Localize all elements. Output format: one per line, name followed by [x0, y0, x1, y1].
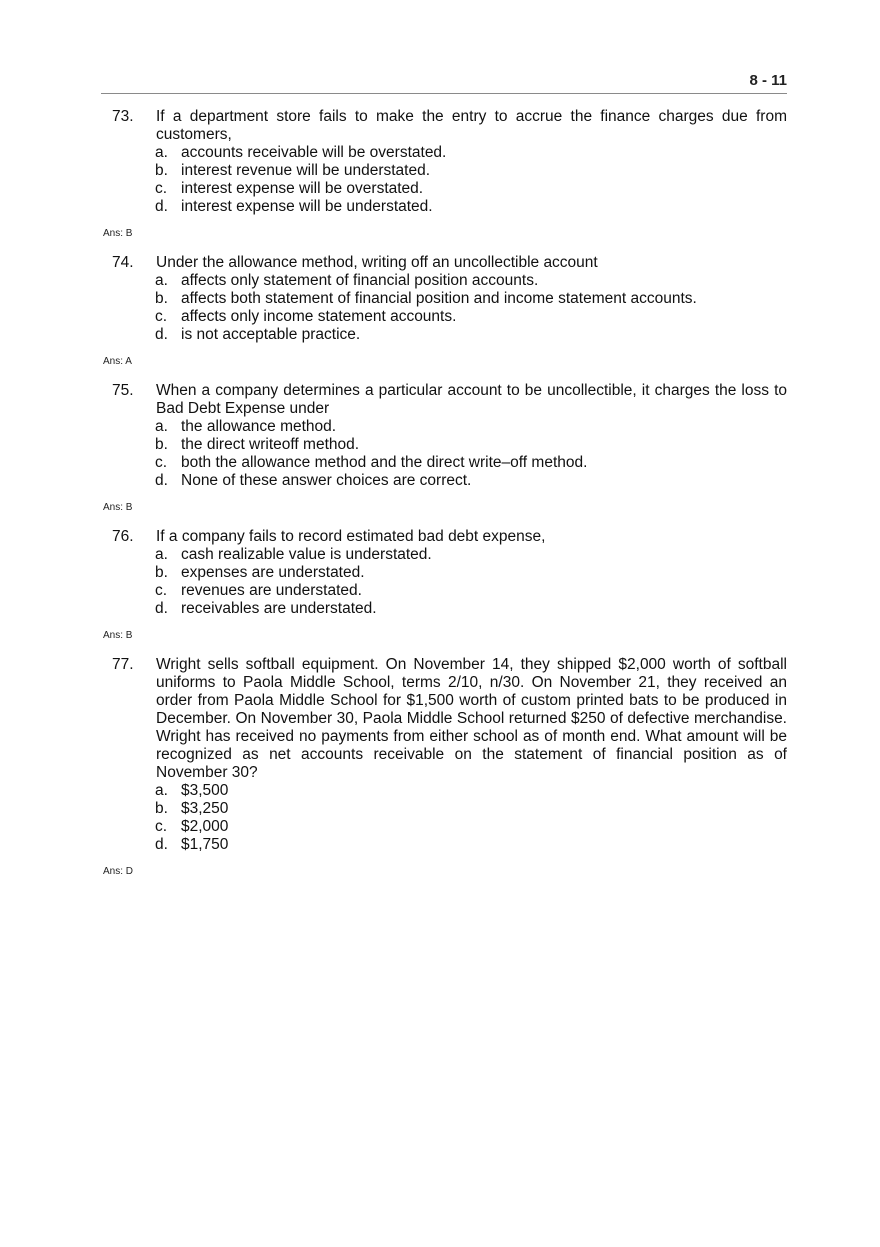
question-text: When a company determines a particular account to be uncollectible, it charges the loss to Bad Debt Expense under [156, 382, 787, 417]
question-text: If a department store fails to make the entry to accrue the finance charges due from customers, [156, 108, 787, 143]
question-stem [103, 254, 787, 272]
answer-key: Ans: A [103, 356, 132, 367]
choice-text: affects only statement of financial position accounts. [181, 272, 539, 289]
question-77 [103, 656, 787, 878]
question-number: 76. [112, 528, 134, 545]
question-text: Under the allowance method, writing off an uncollectible account [156, 254, 598, 271]
choice-item [103, 782, 787, 800]
question-list [103, 108, 787, 878]
choice-item [103, 272, 787, 290]
choice-letter: c. [155, 818, 168, 835]
choice-item [103, 308, 787, 326]
choice-item [103, 418, 787, 436]
choice-text: None of these answer choices are correct. [181, 472, 472, 489]
choice-text: $2,000 [181, 818, 229, 835]
choice-item [103, 162, 787, 180]
choice-text: interest expense will be overstated. [181, 180, 424, 197]
choice-item [103, 546, 787, 564]
answer-key: Ans: B [103, 228, 133, 239]
choice-letter: d. [155, 198, 168, 215]
choice-item [103, 144, 787, 162]
choice-item [103, 472, 787, 490]
choice-text: is not acceptable practice. [181, 326, 361, 343]
question-text: If a company fails to record estimated bad debt expense, [156, 528, 546, 545]
question-stem [103, 382, 787, 418]
choice-letter: b. [155, 290, 168, 307]
question-stem [103, 528, 787, 546]
question-number: 74. [112, 254, 134, 271]
choice-text: accounts receivable will be overstated. [181, 144, 447, 161]
answer-key: Ans: B [103, 502, 133, 513]
choice-letter: b. [155, 162, 168, 179]
question-text: Wright sells softball equipment. On November 14, they shipped $2,000 worth of softball uniforms to Paola Middle School, terms 2/10, n/30. On November 21, they received an order from Paola Middle School for $1,500 worth of custom printed bats to be produced in December. On November 30, Paola Middle School returned $250 of defective merchandise. Wright has received no payments from either school as of month end. What amount will be recognized as net accounts receivable on the statement of financial position as of November 30? [156, 656, 787, 781]
choice-text: $1,750 [181, 836, 229, 853]
choice-letter: b. [155, 564, 168, 581]
choice-letter: c. [155, 454, 168, 471]
answer-key: Ans: B [103, 630, 133, 641]
choice-text: $3,500 [181, 782, 229, 799]
choice-item [103, 818, 787, 836]
choice-text: expenses are understated. [181, 564, 365, 581]
choice-text: both the allowance method and the direct write–off method. [181, 454, 588, 471]
choice-letter: c. [155, 582, 168, 599]
choice-text: cash realizable value is understated. [181, 546, 432, 563]
choice-letter: a. [155, 782, 168, 799]
choice-item [103, 180, 787, 198]
choice-text: $3,250 [181, 800, 229, 817]
choice-item [103, 326, 787, 344]
page-header [101, 72, 787, 94]
choice-item [103, 198, 787, 216]
question-stem [103, 108, 787, 144]
choice-letter: d. [155, 836, 168, 853]
choice-text: affects both statement of financial position and income statement accounts. [181, 290, 697, 307]
choice-text: interest revenue will be understated. [181, 162, 431, 179]
question-stem [103, 656, 787, 782]
choice-text: interest expense will be understated. [181, 198, 433, 215]
choice-text: receivables are understated. [181, 600, 377, 617]
question-76 [103, 528, 787, 642]
choice-letter: a. [155, 546, 168, 563]
question-number: 77. [112, 656, 134, 673]
choice-list [103, 418, 787, 490]
choice-letter: d. [155, 472, 168, 489]
question-number: 73. [112, 108, 134, 125]
question-74 [103, 254, 787, 368]
choice-item [103, 836, 787, 854]
question-73 [103, 108, 787, 240]
choice-list [103, 546, 787, 618]
choice-item [103, 600, 787, 618]
choice-list [103, 782, 787, 854]
choice-item [103, 454, 787, 472]
choice-letter: b. [155, 800, 168, 817]
choice-list [103, 144, 787, 216]
choice-letter: b. [155, 436, 168, 453]
choice-text: affects only income statement accounts. [181, 308, 457, 325]
choice-text: revenues are understated. [181, 582, 362, 599]
choice-letter: c. [155, 180, 168, 197]
page-number: 8 - 11 [749, 72, 787, 89]
choice-letter: a. [155, 272, 168, 289]
choice-text: the allowance method. [181, 418, 337, 435]
choice-letter: a. [155, 144, 168, 161]
choice-item [103, 800, 787, 818]
choice-list [103, 272, 787, 344]
question-75 [103, 382, 787, 514]
choice-text: the direct writeoff method. [181, 436, 360, 453]
choice-item [103, 582, 787, 600]
question-number: 75. [112, 382, 134, 399]
answer-key: Ans: D [103, 866, 134, 877]
choice-letter: c. [155, 308, 168, 325]
choice-letter: a. [155, 418, 168, 435]
choice-item [103, 436, 787, 454]
choice-letter: d. [155, 600, 168, 617]
choice-item [103, 564, 787, 582]
choice-letter: d. [155, 326, 168, 343]
choice-item [103, 290, 787, 308]
